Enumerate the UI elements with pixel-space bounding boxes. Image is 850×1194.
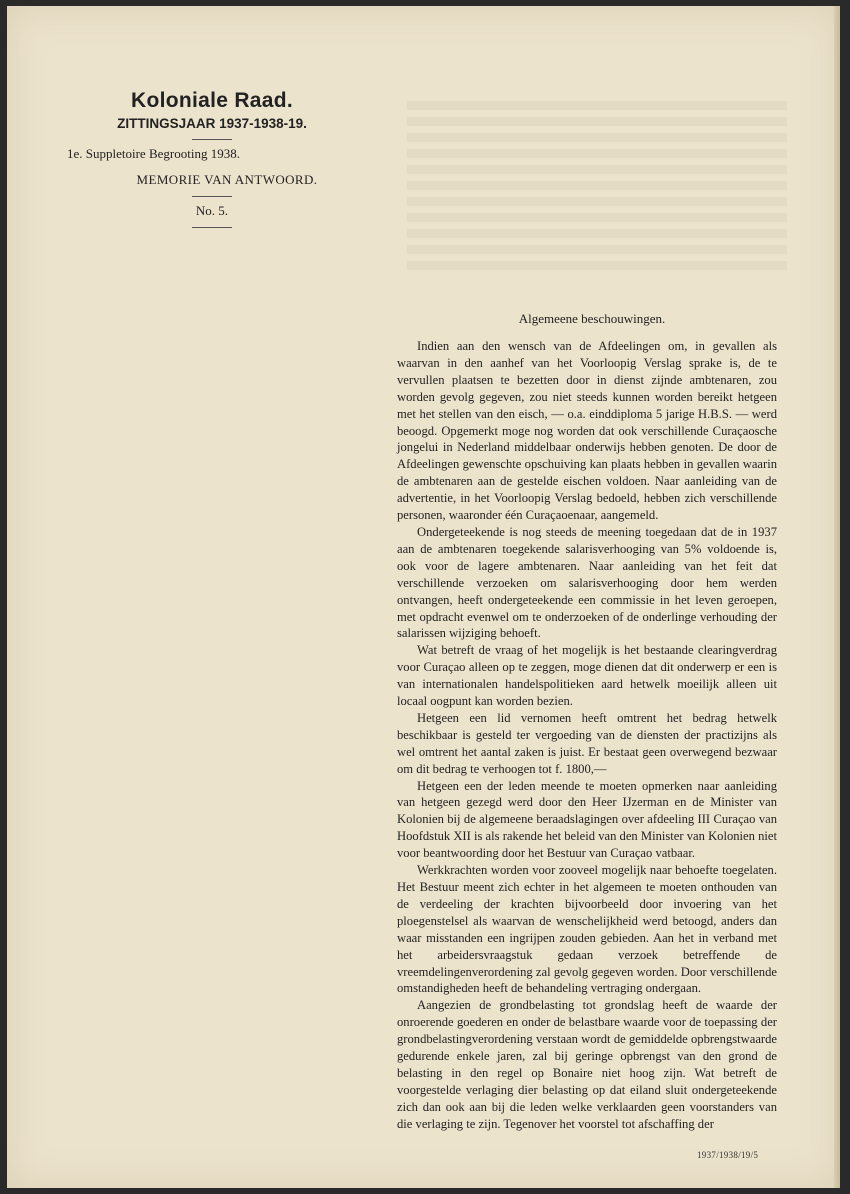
divider — [192, 139, 232, 140]
council-title: Koloniale Raad. — [130, 89, 294, 112]
paragraph: Hetgeen een der leden meende te moeten opmerken naar aanleiding van hetgeen gezegd werd door den Heer IJzerman en de Minister van Kolonien bij de algemeene beraadslagingen over afdeeling III Curaçao van Hoofdstuk XII is als rakende het beleid van den Minister van Kolonien niet voor beantwoording door het Bestuur van Curaçao vatbaar. — [397, 778, 777, 861]
section-heading: Algemeene beschouwingen. — [518, 311, 666, 326]
budget-title: 1e. Suppletoire Begrooting 1938. — [67, 146, 240, 161]
memorie-title: MEMORIE VAN ANTWOORD. — [136, 172, 318, 187]
paragraph: Wat betreft de vraag of het mogelijk is het bestaande clearingverdrag voor Curaçao alleen op te zeggen, moge dienen dat dit onderwerp er een is van internationalen handelspolitieken aard hetwelk moeilijk alleen uit locaal oogpunt kan worden bezien. — [397, 643, 777, 709]
document-number: No. 5. — [195, 203, 229, 218]
divider — [192, 196, 232, 197]
paragraph: Werkkrachten worden voor zooveel mogelijk naar behoefte toegelaten. Het Bestuur meent zich echter in het algemeen te moeten onthouden van de verdeeling der krachten bijvoorbeeld door invoering van het ploegenstelsel als waarvan de wenschelijkheid werd betoogd, anders dan waar misstanden een ingrijpen zouden gebieden. Aan het in verband met het arbeidersvraagstuk gedaan verzoek betreffende de vreemdelingenverordening zal gevolg gegeven worden. Door verschillende omstandigheden heeft de behandeling vertraging ondergaan. — [397, 863, 777, 996]
document-header — [57, 88, 367, 234]
paragraph: Aangezien de grondbelasting tot grondslag heeft de waarde der onroerende goederen en onder de belastbare waarde voor de toepassing der grondbelastingverordening verstaan wordt de gemiddelde opbrengstwaarde gedurende enkele jaren, zal bij geringe opbrengst van den grond de belasting in den regel op Bonaire niet hoog zijn. Wat betreft de voorgestelde verlaging dier belasting op dat eiland sluit ondergeteekende zich dan ook aan bij die leden welke verklaarden geen voorstanders van die verlaging te zijn. Tegenover het voorstel tot afschaffing der — [397, 998, 777, 1131]
session-year: ZITTINGSJAAR 1937-1938-19. — [117, 116, 307, 131]
paragraph: Indien aan den wensch van de Afdeelingen om, in gevallen als waarvan in den aanhef van het Voorloopig Verslag sprake is, de te vervullen plaatsen te bezetten door in dienst zijnde ambtenaren, zou worden gevolg gegeven, zou niet steeds kunnen worden bereikt hetgeen met het stellen van den eisch, — o.a. einddiploma 5 jarige H.B.S. — werd beoogd. Opgemerkt moge nog worden dat ook verschillende Curaçaosche jongelui in Nederland middelbaar onderwijs hebben genoten. De door de Afdeelingen gewenschte opschuiving kan plaats hebben in gevallen waarin de ambtenaren aan de gestelde eischen voldoen. Naar aanleiding van de advertentie, in het Voorloopig Verslag bedoeld, hebben zich verschillende personen, waaronder één Curaçaoenaar, aangemeld. — [397, 339, 777, 523]
document-page — [7, 6, 840, 1188]
paragraph: Hetgeen een lid vernomen heeft omtrent het bedrag hetwelk beschikbaar is gesteld ter vergoeding van de diensten der practizijns als wel omtrent het aantal zaken is juist. Er bestaat geen overwegend bezwaar om dit bedrag te verhoogen tot f. 1800,— — [397, 710, 777, 776]
page-edge — [834, 6, 840, 1188]
show-through-text — [407, 101, 787, 271]
footer-code: 1937/1938/19/5 — [697, 1150, 759, 1160]
body-text — [397, 338, 777, 1133]
paragraph: Ondergeteekende is nog steeds de meening toegedaan dat de in 1937 aan de ambtenaren toegekende salarisverhooging van 5% voldoende is, ook voor de lagere ambtenaren. Naar aanleiding van het feit dat verschillende verzoeken om salarisverhooging door hem werden ontvangen, heeft ondergeteekende een commissie in het leven geroepen, met opdracht evenwel om te onderzoeken of de onderlinge verhouding der salarissen wijziging behoeft. — [397, 524, 777, 641]
divider — [192, 227, 232, 228]
